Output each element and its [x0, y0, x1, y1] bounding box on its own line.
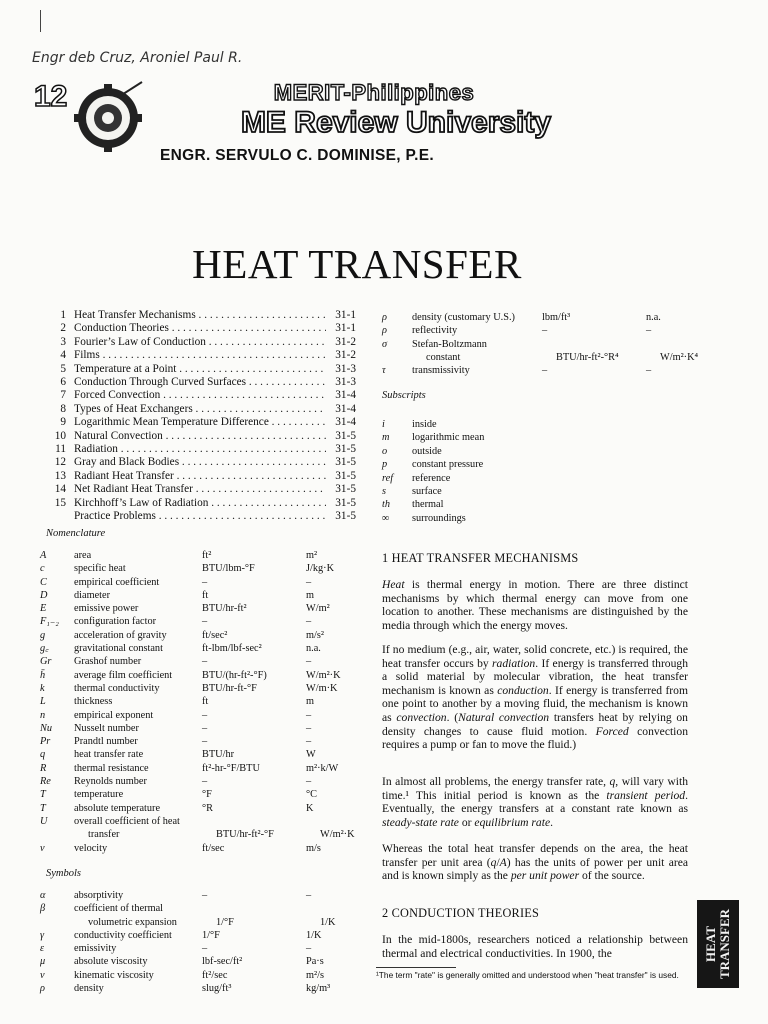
footnote: ¹The term "rate" is generally omitted and understood when "heat transfer" is used.	[376, 970, 679, 980]
side-tab-line1: HEAT	[703, 926, 718, 962]
toc-title: Temperature at a Point . . .	[74, 363, 326, 376]
description: emissivity	[74, 943, 117, 955]
toc-title: Forced Convection . . .	[74, 389, 326, 402]
brand-name: MERIT-Philippines	[273, 80, 475, 105]
si-unit: W/m²·K⁴	[660, 351, 699, 363]
description: Reynolds number	[74, 776, 147, 788]
description: kinematic viscosity	[74, 969, 154, 981]
si-unit: kg/m³	[306, 983, 331, 995]
us-unit: –	[202, 890, 208, 901]
symbol: q	[40, 749, 46, 761]
toc-page: 31-2	[335, 349, 356, 362]
symbol	[40, 828, 74, 841]
description: Stefan-Boltzmann	[412, 338, 487, 350]
si-unit	[306, 815, 362, 828]
si-unit: J/kg·K	[306, 563, 335, 575]
toc-number: 14	[54, 483, 66, 496]
brand-subtitle: ME Review University	[240, 106, 552, 139]
toc-number: 12	[54, 456, 66, 469]
merit-logo	[30, 78, 145, 156]
symbol: μ	[40, 956, 46, 968]
description: absolute viscosity	[74, 956, 148, 968]
nomenclature-row	[40, 709, 362, 722]
si-unit	[306, 902, 362, 915]
section2-heading: 2 CONDUCTION THEORIES	[382, 906, 539, 920]
symbol: T	[40, 802, 46, 814]
toc-title: Kirchhoff’s Law of Radiation . . .	[74, 497, 326, 510]
si-unit: –	[306, 656, 312, 668]
description: specific heat	[74, 563, 126, 575]
subscript-row	[382, 458, 582, 471]
us-unit: BTU/hr	[202, 749, 235, 761]
si-unit: –	[306, 776, 312, 788]
us-unit: BTU/hr-ft²-°F	[216, 829, 274, 841]
nomenclature-row	[40, 629, 362, 642]
toc-title: Types of Heat Exchangers . . .	[74, 403, 326, 416]
si-unit: n.a.	[646, 312, 661, 323]
symbol: T	[40, 789, 46, 801]
description: volumetric expansion	[88, 916, 177, 928]
subscript-description: logarithmic mean	[412, 432, 485, 444]
symbol: A	[40, 550, 47, 561]
us-unit: ft	[202, 589, 209, 601]
symbol: ρ	[382, 325, 387, 337]
toc-number: 6	[60, 376, 66, 389]
subscript-description: outside	[412, 445, 442, 457]
description: empirical coefficient	[74, 576, 160, 588]
symbol: ρ	[382, 312, 387, 323]
us-unit: ft²	[202, 550, 212, 561]
description: density	[74, 983, 104, 995]
nomenclature-row	[40, 788, 362, 801]
symbols-list	[40, 889, 362, 995]
si-unit: –	[306, 943, 312, 955]
us-unit: –	[202, 722, 208, 734]
toc-page: 31-4	[335, 402, 356, 415]
toc-item	[46, 336, 356, 349]
subscript-row	[382, 445, 582, 458]
symbols-right-list	[382, 311, 699, 377]
toc-item	[46, 416, 356, 429]
si-unit: °C	[306, 789, 317, 801]
section1-heading: 1 HEAT TRANSFER MECHANISMS	[382, 551, 579, 565]
toc-title: Logarithmic Mean Temperature Difference . . .	[74, 416, 326, 429]
nomenclature-row	[40, 602, 362, 615]
toc-page: 31-5	[335, 483, 356, 496]
toc-number: 7	[60, 389, 66, 402]
nomenclature-row	[40, 576, 362, 589]
toc-number: 15	[54, 496, 66, 509]
symbol: L	[40, 696, 46, 708]
si-unit: 1/K	[306, 929, 322, 941]
toc-title: Natural Convection . . .	[74, 430, 326, 443]
symbol: k	[40, 682, 45, 694]
nomenclature-row	[40, 682, 362, 695]
description: overall coefficient of heat	[74, 815, 180, 827]
toc-item	[46, 497, 356, 510]
nomenclature-row	[40, 815, 362, 828]
toc-title: Fourier’s Law of Conduction . . .	[74, 336, 326, 349]
symbol-row	[40, 889, 362, 902]
description: average film coefficient	[74, 669, 173, 681]
symbol: γ	[40, 929, 45, 941]
subscript-symbol: ref	[382, 472, 394, 484]
toc-item	[46, 470, 356, 483]
symbol: v	[40, 842, 45, 854]
toc-title: Conduction Theories . . .	[74, 322, 326, 335]
toc-number	[46, 510, 74, 523]
us-unit: BTU/hr-ft-°F	[202, 682, 257, 694]
nomenclature-row	[40, 549, 362, 562]
si-unit: W/m·K	[306, 682, 338, 694]
toc-item	[46, 510, 356, 523]
symbol: ε	[40, 943, 45, 955]
toc-page: 31-3	[335, 362, 356, 375]
description: reflectivity	[412, 325, 458, 337]
subscript-symbol: p	[382, 459, 388, 471]
description: density (customary U.S.)	[412, 312, 515, 323]
toc-number: 3	[60, 335, 66, 348]
section1-paragraph2: If no medium (e.g., air, water, solid concrete, etc.) is required, the heat transfer occurs by radiation. If energy is transferred through a solid material by molecular vibration, the heat transfer mechanism is known as conduction. If energy is transferred from one point to another by a moving fluid, the mechanism is known as convection. (Natural convection transfers heat by relying on density changes to cause fluid motion. Forced convection requires a pump or fan to move the fluid.)	[382, 643, 689, 752]
symbol: U	[40, 815, 48, 827]
toc-item	[46, 403, 356, 416]
toc-title: Gray and Black Bodies . . .	[74, 456, 326, 469]
us-unit: ft²/sec	[202, 969, 228, 981]
logo-number: 12	[34, 80, 68, 113]
nomenclature-row	[40, 828, 362, 841]
symbol: D	[40, 589, 48, 601]
us-unit: ft²-hr-°F/BTU	[202, 762, 260, 774]
us-unit: lbm/ft³	[542, 312, 571, 323]
description: velocity	[74, 842, 108, 854]
us-unit	[202, 902, 306, 915]
footnote-rule	[376, 967, 456, 968]
symbol: Nu	[40, 722, 53, 734]
toc-item	[46, 322, 356, 335]
description: constant	[426, 351, 461, 363]
toc-title: Net Radiant Heat Transfer . . .	[74, 483, 326, 496]
us-unit: –	[542, 325, 548, 337]
symbol: ν	[40, 969, 45, 981]
nomenclature-row	[40, 775, 362, 788]
toc-title: Practice Problems . . .	[74, 510, 326, 523]
description: conductivity coefficient	[74, 929, 172, 941]
symbol: R	[40, 762, 47, 774]
subscript-row	[382, 472, 582, 485]
symbol	[382, 351, 412, 364]
symbol-row	[40, 929, 362, 942]
toc-item	[46, 430, 356, 443]
si-unit: –	[646, 325, 652, 337]
si-unit: W	[306, 749, 316, 761]
us-unit: –	[202, 616, 208, 628]
us-unit: BTU/lbm-°F	[202, 563, 255, 575]
subscript-symbol: m	[382, 432, 390, 444]
toc-item	[46, 456, 356, 469]
description: area	[74, 550, 92, 561]
nomenclature-row	[40, 655, 362, 668]
toc-title: Conduction Through Curved Surfaces . . .	[74, 376, 326, 389]
toc-number: 1	[60, 309, 66, 321]
subscript-symbol: i	[382, 419, 385, 430]
us-unit: °F	[202, 789, 212, 801]
description: temperature	[74, 789, 124, 801]
si-unit: m²/s	[306, 969, 324, 981]
si-unit: W/m²·K	[320, 829, 355, 841]
description: diameter	[74, 589, 111, 601]
subscript-symbol: s	[382, 486, 387, 498]
toc-page: 31-5	[335, 510, 356, 523]
nomenclature-row	[40, 735, 362, 748]
si-unit: m/s	[306, 842, 321, 854]
si-unit: –	[306, 736, 312, 748]
symbol: σ	[382, 338, 388, 350]
chapter-title: HEAT TRANSFER	[192, 241, 522, 287]
si-unit: m²	[306, 550, 318, 561]
toc-page: 31-5	[335, 496, 356, 509]
toc-page: 31-5	[335, 469, 356, 482]
symbol: C	[40, 576, 47, 588]
subscript-description: surroundings	[412, 512, 466, 524]
us-unit: 1/°F	[216, 916, 234, 928]
subscript-row	[382, 498, 582, 511]
subscripts-heading: Subscripts	[382, 390, 426, 401]
toc-number: 4	[60, 349, 66, 362]
us-unit	[202, 815, 306, 828]
toc-title: Radiant Heat Transfer . . .	[74, 470, 326, 483]
description: transmissivity	[412, 365, 470, 377]
si-unit: –	[646, 365, 652, 377]
description: heat transfer rate	[74, 749, 144, 761]
nomenclature-row	[40, 669, 362, 682]
subscript-description: constant pressure	[412, 459, 484, 471]
symbol-row	[382, 311, 682, 324]
nomenclature-row	[40, 802, 362, 815]
nomenclature-row	[40, 695, 362, 708]
subscript-symbol: ∞	[382, 512, 390, 524]
subscript-description: reference	[412, 472, 451, 484]
symbol-row	[40, 955, 362, 968]
symbol-row	[382, 364, 682, 377]
toc-page: 31-3	[335, 376, 356, 389]
si-unit: 1/K	[320, 916, 336, 928]
toc-item	[46, 443, 356, 456]
author: ENGR. SERVULO C. DOMINISE, P.E.	[160, 147, 435, 164]
symbol: g	[40, 629, 46, 641]
section2-paragraph1: In the mid-1800s, researchers noticed a relationship between thermal and electrical conductivities. In 1900, the	[382, 933, 688, 960]
toc-page: 31-5	[335, 429, 356, 442]
si-unit: m²·k/W	[306, 762, 339, 774]
toc-item	[46, 363, 356, 376]
symbol-row	[40, 969, 362, 982]
description: thickness	[74, 696, 113, 708]
symbol: Gr	[40, 656, 52, 668]
description: empirical exponent	[74, 709, 154, 721]
toc-title: Radiation . . .	[74, 443, 326, 456]
description: absorptivity	[74, 890, 124, 901]
subscript-symbol: o	[382, 445, 388, 457]
subscript-description: inside	[412, 419, 437, 430]
us-unit: BTU/hr-ft²-°R⁴	[556, 351, 619, 363]
toc-number: 10	[54, 429, 66, 442]
symbol: α	[40, 890, 46, 901]
us-unit: 1/°F	[202, 929, 220, 941]
description: thermal conductivity	[74, 682, 160, 694]
nomenclature-row	[40, 722, 362, 735]
symbol-row	[40, 982, 362, 995]
section1-paragraph4: Whereas the total heat transfer depends on the area, the heat transfer per unit area (q/A) has the units of power per unit area and is known simply as the per unit power of the source.	[382, 842, 689, 883]
si-unit: W/m²·K	[306, 669, 341, 681]
section1-paragraph3: In almost all problems, the energy transfer rate, q, will vary with time.¹ This initial period is known as the transient period. Eventually, the energy transfers at a constant rate known as steady-state rate or equilibrium rate.	[382, 775, 688, 829]
description: emissive power	[74, 603, 139, 615]
side-tab	[697, 900, 739, 988]
scan-mark	[40, 10, 41, 32]
us-unit: –	[542, 365, 548, 377]
description: gravitational constant	[74, 643, 163, 655]
us-unit: –	[202, 776, 208, 788]
us-unit: lbf-sec/ft²	[202, 956, 243, 968]
si-unit: –	[306, 709, 312, 721]
si-unit: m/s²	[306, 629, 324, 641]
toc-number: 13	[54, 469, 66, 482]
toc-page: 31-2	[335, 335, 356, 348]
nomenclature-row	[40, 842, 362, 855]
subscript-description: thermal	[412, 499, 444, 511]
si-unit: –	[306, 616, 312, 628]
symbol-row	[382, 338, 682, 351]
us-unit: BTU/(hr-ft²-°F)	[202, 669, 267, 681]
si-unit: W/m²	[306, 603, 330, 615]
toc-page: 31-1	[335, 322, 356, 335]
si-unit: n.a.	[306, 643, 321, 655]
us-unit: –	[202, 943, 208, 955]
description: acceleration of gravity	[74, 629, 167, 641]
si-unit: –	[306, 722, 312, 734]
nomenclature-row	[40, 748, 362, 761]
si-unit: m	[306, 589, 315, 601]
toc-page: 31-4	[335, 416, 356, 429]
section1-paragraph1: Heat is thermal energy in motion. There are three distinct mechanisms by which thermal energy can move from one location to another. These mechanisms are distinguished by the media through which the energy moves.	[382, 578, 688, 632]
nomenclature-row	[40, 762, 362, 775]
description: Nusselt number	[74, 722, 139, 734]
description: transfer	[88, 829, 120, 841]
symbol: Pr	[40, 736, 51, 748]
us-unit: –	[202, 709, 208, 721]
toc-number: 8	[60, 402, 66, 415]
us-unit: slug/ft³	[202, 983, 232, 995]
toc-item	[46, 349, 356, 362]
toc-number: 2	[60, 322, 66, 335]
si-unit: Pa·s	[306, 956, 324, 968]
description: configuration factor	[74, 616, 157, 628]
toc-item	[46, 483, 356, 496]
symbol-row	[382, 351, 699, 364]
symbol: ρ	[40, 983, 45, 995]
symbol: g꜀	[40, 643, 49, 655]
subscripts-list	[382, 418, 582, 525]
us-unit: ft/sec	[202, 842, 225, 854]
symbols-heading: Symbols	[46, 868, 81, 879]
nomenclature-heading: Nomenclature	[46, 528, 106, 539]
symbol: h̄	[40, 669, 46, 681]
description: absolute temperature	[74, 802, 161, 814]
nomenclature-row	[40, 642, 362, 655]
us-unit: ft	[202, 696, 209, 708]
nomenclature-row	[40, 589, 362, 602]
symbol-row	[40, 942, 362, 955]
description: coefficient of thermal	[74, 903, 164, 915]
si-unit: –	[306, 890, 312, 901]
symbol: Re	[40, 776, 51, 788]
side-tab-line2: TRANSFER	[717, 908, 732, 980]
symbol	[40, 916, 74, 929]
toc-item	[46, 389, 356, 402]
symbol-row	[40, 902, 362, 915]
symbol-row	[382, 324, 682, 337]
si-unit: –	[306, 576, 312, 588]
symbol: τ	[382, 365, 386, 377]
us-unit: –	[202, 736, 208, 748]
handwritten-note: Engr deb Cruz, Aroniel Paul R.	[32, 50, 243, 66]
table-of-contents	[46, 309, 356, 524]
us-unit: BTU/hr-ft²	[202, 603, 247, 615]
symbol-row	[40, 916, 362, 929]
toc-number: 11	[55, 443, 66, 456]
toc-title: Films . . .	[74, 349, 326, 362]
nomenclature-row	[40, 562, 362, 575]
symbol: F₁₋₂	[40, 616, 59, 628]
toc-page: 31-1	[335, 309, 356, 321]
toc-page: 31-4	[335, 389, 356, 402]
us-unit: °R	[202, 802, 213, 814]
nomenclature-row	[40, 615, 362, 628]
toc-number: 9	[60, 416, 66, 429]
toc-item	[46, 376, 356, 389]
description: Prandtl number	[74, 736, 138, 748]
toc-item	[46, 309, 356, 322]
description: thermal resistance	[74, 762, 149, 774]
si-unit: K	[306, 802, 314, 814]
symbol: E	[40, 603, 47, 615]
si-unit	[646, 338, 682, 351]
us-unit: –	[202, 576, 208, 588]
subscript-row	[382, 512, 582, 525]
symbol: β	[40, 903, 46, 915]
symbol: n	[40, 709, 46, 721]
us-unit	[542, 338, 646, 351]
toc-page: 31-5	[335, 456, 356, 469]
us-unit: ft-lbm/lbf-sec²	[202, 643, 262, 655]
symbol: c	[40, 563, 45, 575]
description: Grashof number	[74, 656, 142, 668]
subscript-row	[382, 431, 582, 444]
subscript-description: surface	[412, 486, 442, 498]
toc-title: Heat Transfer Mechanisms . . .	[74, 309, 326, 322]
si-unit: m	[306, 696, 315, 708]
toc-page: 31-5	[335, 443, 356, 456]
nomenclature-list	[40, 549, 362, 855]
toc-number: 5	[60, 362, 66, 375]
us-unit: –	[202, 656, 208, 668]
subscript-symbol: th	[382, 499, 391, 511]
subscript-row	[382, 418, 582, 431]
subscript-row	[382, 485, 582, 498]
us-unit: ft/sec²	[202, 629, 228, 641]
